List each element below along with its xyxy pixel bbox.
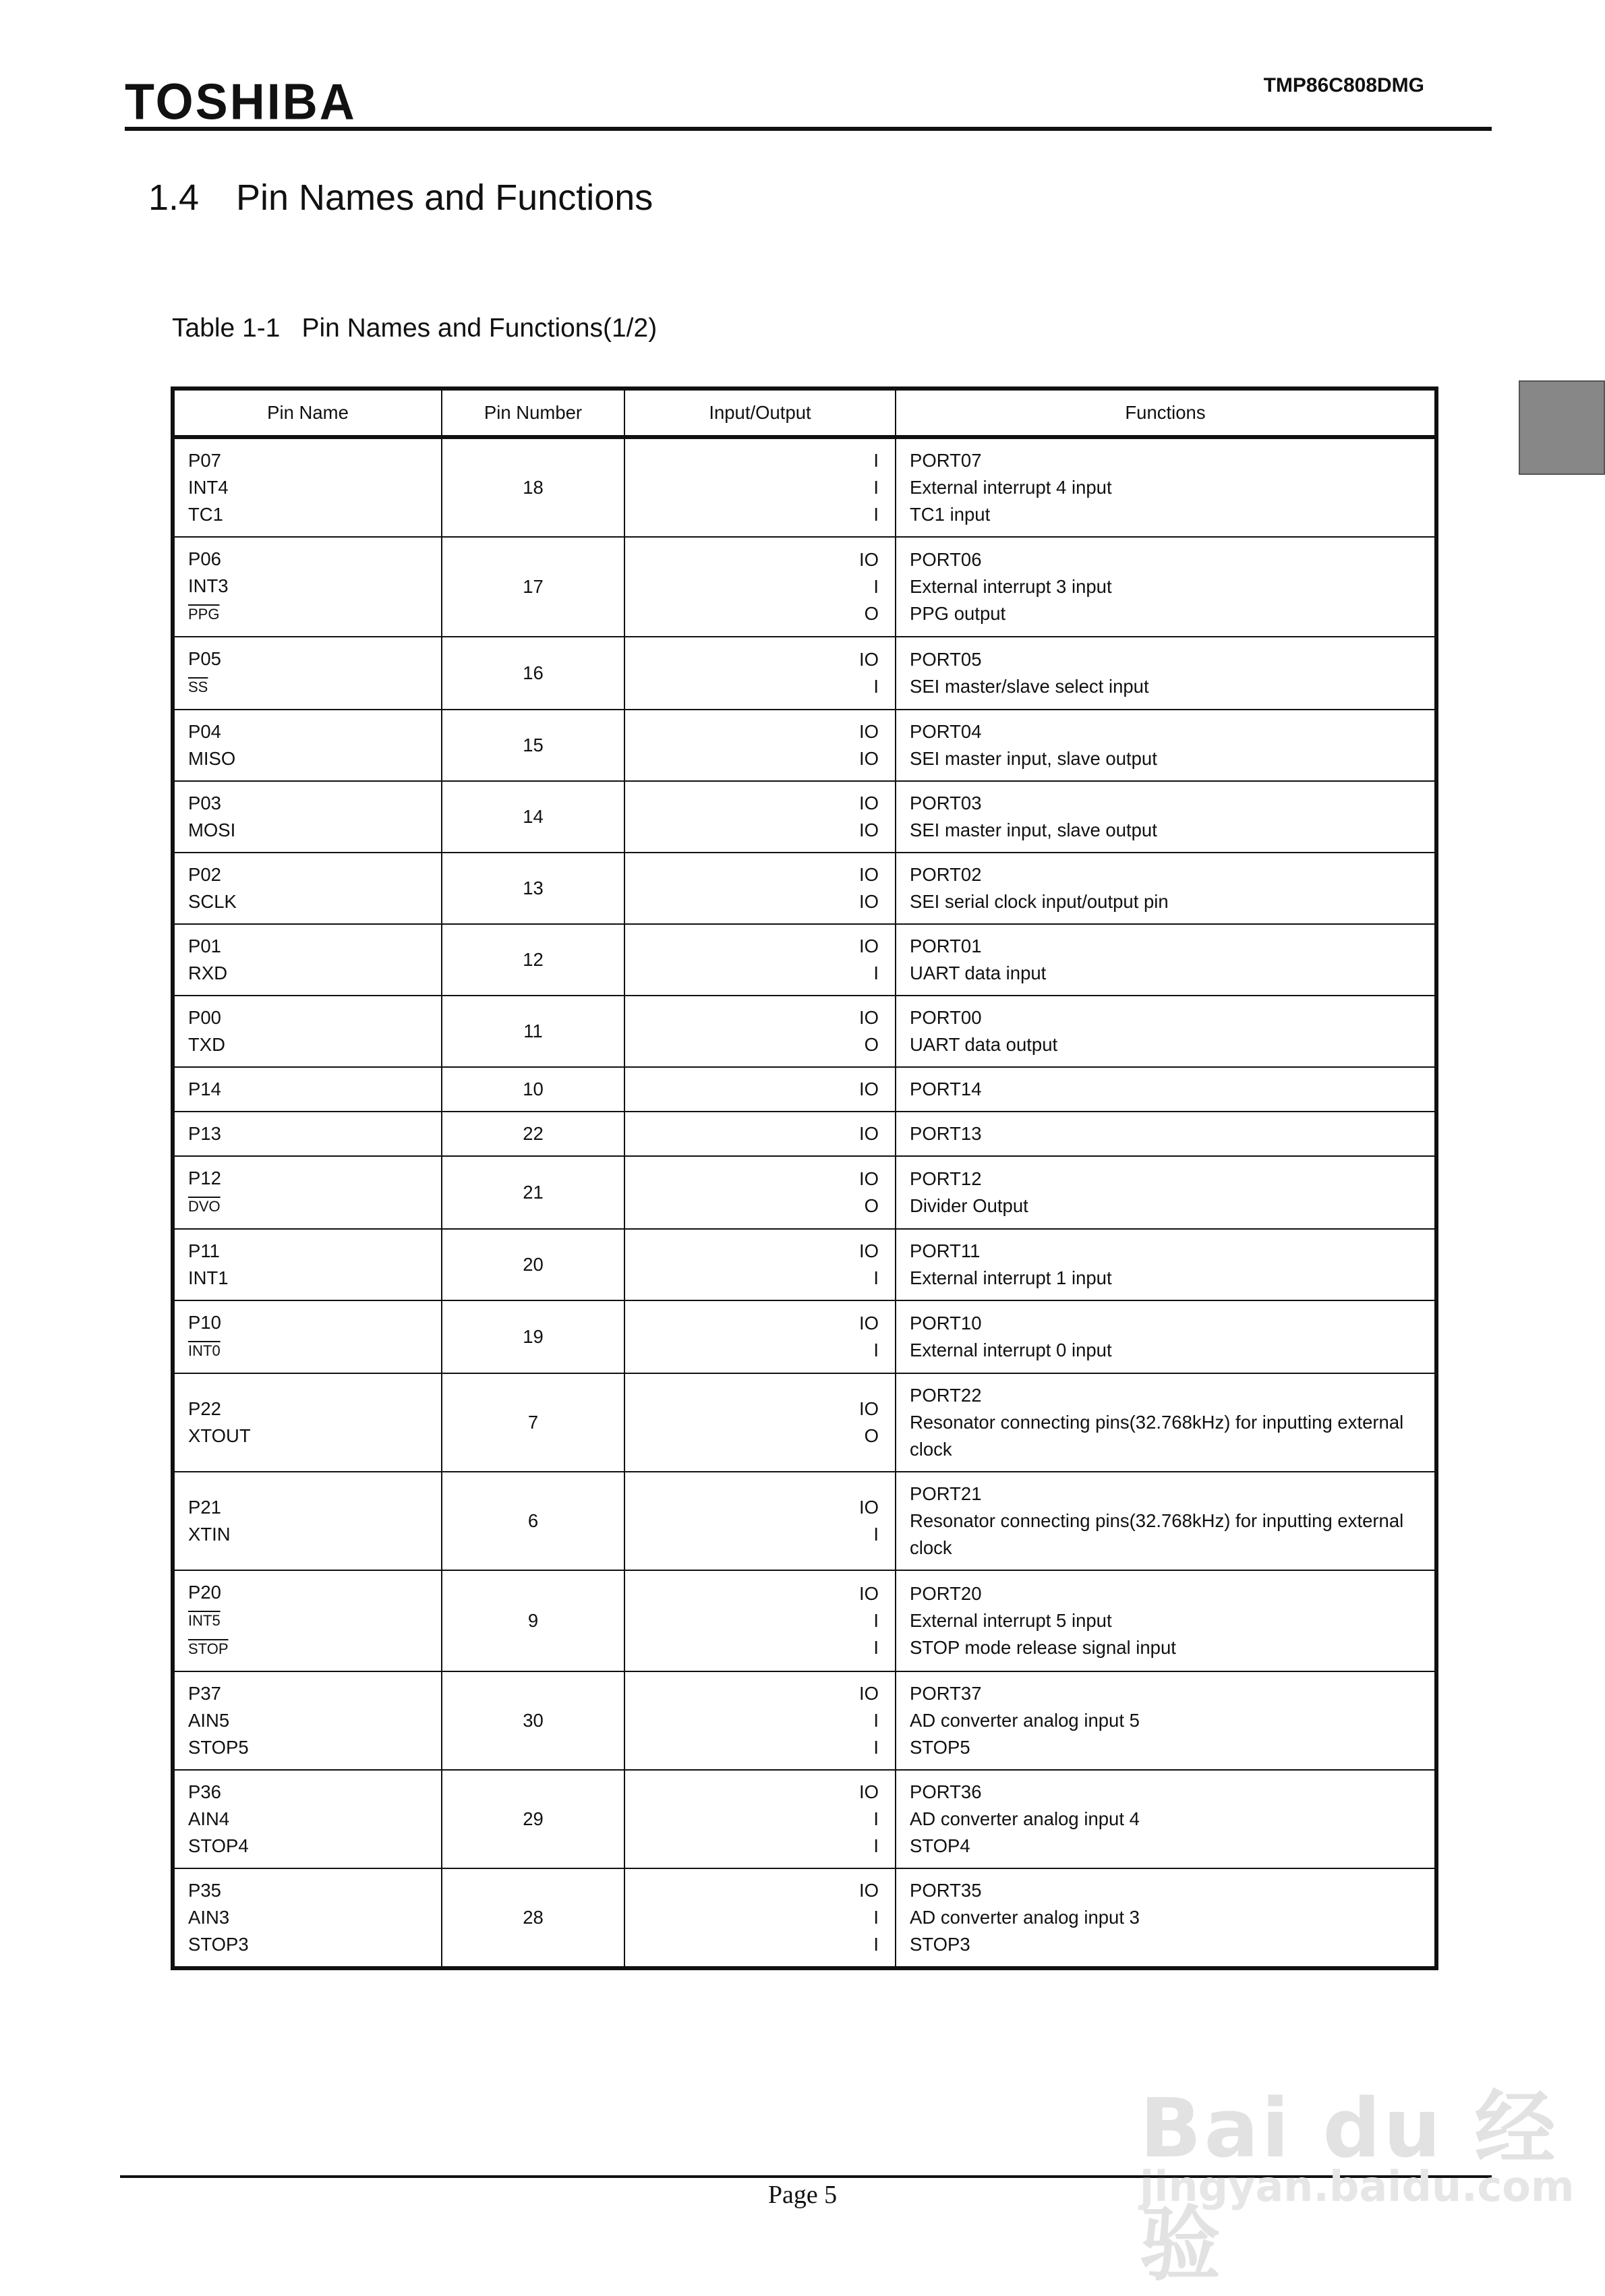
pin-name: TXD (188, 1034, 225, 1055)
pin-name-cell (173, 924, 442, 996)
pin-number-cell (442, 1570, 624, 1671)
pin-name-active-low: INT5 (188, 1612, 221, 1629)
pin-number: 21 (523, 1182, 544, 1203)
io-direction: I (873, 1934, 879, 1955)
function-text: UART data input (910, 963, 1047, 983)
function-text: External interrupt 5 input (910, 1610, 1112, 1631)
function-text: PORT07 (910, 450, 982, 471)
pin-name (188, 1634, 428, 1663)
function-text: PORT10 (910, 1313, 982, 1333)
io-direction: IO (858, 721, 879, 742)
pin-name-cell (173, 1671, 442, 1770)
pin-name: P02 (188, 864, 221, 885)
pin-name-cell (173, 537, 442, 637)
io-cell (624, 1229, 896, 1300)
pin-name: P37 (188, 1683, 221, 1704)
pin-number-cell (442, 437, 624, 537)
page-number: Page 5 (767, 2181, 838, 2209)
io-direction: I (873, 1610, 879, 1631)
pin-number: 12 (523, 949, 544, 970)
pin-name-active-low: $\overline{SS}$ (188, 679, 208, 695)
functions-cell (896, 637, 1436, 710)
pin-name: P07 (188, 450, 221, 471)
pin-name-cell (173, 1472, 442, 1570)
io-cell (624, 1472, 896, 1570)
pin-number-cell (442, 1156, 624, 1229)
pin-name-cell (173, 781, 442, 853)
pin-name-cell (173, 1300, 442, 1373)
pin-name: P36 (188, 1781, 221, 1802)
function-text: PORT13 (910, 1123, 982, 1144)
io-cell (624, 1570, 896, 1671)
pin-number-cell (442, 637, 624, 710)
header-pin-name: Pin Name (173, 389, 442, 437)
pin-name-active-low: INT0 (188, 1342, 221, 1359)
watermark-url: jingyan.baidu.com (1140, 2162, 1575, 2211)
pin-name: XTOUT (188, 1425, 251, 1446)
functions-cell (896, 1112, 1436, 1156)
pin-number: 20 (523, 1254, 544, 1275)
io-cell (624, 1373, 896, 1472)
io-direction: IO (858, 649, 879, 670)
pin-name: P20 (188, 1582, 221, 1603)
pin-name: XTIN (188, 1524, 231, 1545)
functions-cell (896, 853, 1436, 924)
table-row (173, 1868, 1436, 1968)
table-row (173, 781, 1436, 853)
function-text: PORT14 (910, 1079, 982, 1099)
io-direction: IO (858, 549, 879, 570)
table-row (173, 924, 1436, 996)
pin-number-cell (442, 1770, 624, 1868)
pin-number: 11 (523, 1021, 543, 1041)
io-direction: IO (858, 1497, 879, 1518)
pin-number: 14 (523, 806, 544, 827)
io-direction: IO (858, 1583, 879, 1604)
function-text: STOP mode release signal input (910, 1637, 1176, 1658)
function-text: Divider Output (910, 1195, 1028, 1216)
io-direction: IO (858, 1683, 879, 1704)
function-text: Resonator connecting pins(32.768kHz) for inputting external clock (910, 1412, 1404, 1460)
io-direction: I (873, 1835, 879, 1856)
table-row (173, 637, 1436, 710)
pin-name-cell (173, 1229, 442, 1300)
pin-name-cell (173, 1067, 442, 1112)
pin-number-cell (442, 853, 624, 924)
io-cell (624, 1112, 896, 1156)
function-text: External interrupt 4 input (910, 477, 1112, 498)
function-text: External interrupt 1 input (910, 1267, 1112, 1288)
function-text: PORT04 (910, 721, 982, 742)
pin-name-active-low: $\overline{DVO}$ (188, 1198, 221, 1215)
pin-number: 16 (523, 662, 544, 683)
io-direction: O (864, 1425, 879, 1446)
function-text: Resonator connecting pins(32.768kHz) for inputting external clock (910, 1510, 1404, 1558)
header-functions: Functions (896, 389, 1436, 437)
function-text: PORT11 (910, 1240, 981, 1261)
io-direction: I (873, 1340, 879, 1360)
pin-name: AIN4 (188, 1808, 230, 1829)
pin-name: P00 (188, 1007, 221, 1028)
section-title-text: Pin Names and Functions (236, 177, 653, 218)
functions-cell (896, 1671, 1436, 1770)
io-direction: IO (858, 748, 879, 769)
io-cell (624, 853, 896, 924)
functions-cell (896, 924, 1436, 996)
pin-number-cell (442, 924, 624, 996)
function-text: PORT01 (910, 936, 982, 956)
pin-name-cell (173, 1373, 442, 1472)
table-row (173, 1671, 1436, 1770)
io-direction: I (873, 1637, 879, 1658)
pin-name-cell (173, 1112, 442, 1156)
io-direction: IO (858, 864, 879, 885)
pin-name: STOP5 (188, 1737, 249, 1758)
table-row (173, 996, 1436, 1067)
function-text: PORT12 (910, 1168, 982, 1189)
pin-number: 28 (523, 1907, 544, 1928)
table-row (173, 1373, 1436, 1472)
io-direction: IO (858, 1007, 879, 1028)
table-row (173, 1067, 1436, 1112)
function-text: PORT20 (910, 1583, 982, 1604)
pin-name: MOSI (188, 820, 236, 840)
pin-number: 17 (523, 576, 544, 597)
pin-name: INT1 (188, 1267, 229, 1288)
pin-name: P14 (188, 1079, 221, 1099)
table-body (173, 437, 1436, 1968)
watermark-logo: Bai du 经验 (1140, 2082, 1558, 2292)
io-direction: I (873, 1710, 879, 1731)
io-direction: I (873, 450, 879, 471)
pin-name: SCLK (188, 891, 237, 912)
function-text: SEI master/slave select input (910, 676, 1149, 697)
toshiba-logo: TOSHIBA (125, 74, 357, 131)
pin-name: AIN3 (188, 1907, 230, 1928)
pin-name: P13 (188, 1123, 221, 1144)
io-direction: I (873, 477, 879, 498)
functions-cell (896, 1472, 1436, 1570)
function-text: SEI master input, slave output (910, 748, 1157, 769)
io-direction: I (873, 1808, 879, 1829)
io-direction: IO (858, 1313, 879, 1333)
pin-name: AIN5 (188, 1710, 230, 1731)
pin-name-active-low: STOP (188, 1640, 229, 1657)
function-text: PORT21 (910, 1483, 982, 1504)
io-cell (624, 1868, 896, 1968)
function-text: PORT05 (910, 649, 982, 670)
io-cell (624, 1067, 896, 1112)
header-input-output: Input/Output (624, 389, 896, 437)
pin-name: STOP3 (188, 1934, 249, 1955)
pin-number: 15 (523, 735, 544, 755)
functions-cell (896, 1300, 1436, 1373)
io-direction: I (873, 1907, 879, 1928)
pin-number-cell (442, 537, 624, 637)
document-id: TMP86C808DMG (1263, 74, 1424, 96)
pin-name: P06 (188, 548, 221, 569)
pin-name-cell (173, 1156, 442, 1229)
pin-number: 13 (523, 878, 544, 898)
io-direction: I (873, 1737, 879, 1758)
pin-name-cell (173, 1570, 442, 1671)
io-direction: IO (858, 936, 879, 956)
pin-name: P05 (188, 648, 221, 669)
function-text: PORT36 (910, 1781, 982, 1802)
table-caption-number: Table 1-1 (172, 314, 281, 343)
table-caption-title: Pin Names and Functions(1/2) (301, 314, 658, 343)
io-direction: I (873, 963, 879, 983)
pin-name: P35 (188, 1880, 221, 1901)
functions-cell (896, 996, 1436, 1067)
functions-cell (896, 1067, 1436, 1112)
functions-cell (896, 710, 1436, 781)
pin-number: 9 (527, 1610, 539, 1631)
io-direction: IO (858, 1398, 879, 1419)
table-row (173, 1570, 1436, 1671)
pin-name: P10 (188, 1312, 221, 1333)
io-direction: IO (858, 1880, 879, 1901)
io-direction: IO (858, 1168, 879, 1189)
pin-number-cell (442, 710, 624, 781)
pin-name: P11 (188, 1240, 220, 1261)
table-row (173, 1472, 1436, 1570)
function-text: External interrupt 3 input (910, 576, 1112, 597)
io-direction: IO (858, 1123, 879, 1144)
io-cell (624, 1300, 896, 1373)
table-row (173, 537, 1436, 637)
function-text: STOP5 (910, 1737, 970, 1758)
functions-cell (896, 437, 1436, 537)
pin-number-cell (442, 1868, 624, 1968)
pin-number-cell (442, 1472, 624, 1570)
pin-name (188, 600, 428, 628)
pin-name: RXD (188, 963, 228, 983)
pin-name: P12 (188, 1168, 221, 1188)
pin-number: 22 (523, 1123, 544, 1144)
io-cell (624, 437, 896, 537)
functions-cell (896, 1156, 1436, 1229)
pin-number: 29 (523, 1808, 544, 1829)
io-cell (624, 1671, 896, 1770)
table-row (173, 1770, 1436, 1868)
functions-cell (896, 1868, 1436, 1968)
io-direction: O (864, 1034, 879, 1055)
function-text: PORT37 (910, 1683, 982, 1704)
table-row (173, 1112, 1436, 1156)
io-cell (624, 781, 896, 853)
function-text: External interrupt 0 input (910, 1340, 1112, 1360)
functions-cell (896, 1373, 1436, 1472)
function-text: PORT00 (910, 1007, 982, 1028)
io-cell (624, 637, 896, 710)
pin-name-cell (173, 437, 442, 537)
pin-functions-table (171, 386, 1438, 1970)
function-text: PORT35 (910, 1880, 982, 1901)
table-row (173, 853, 1436, 924)
pin-number-cell (442, 1373, 624, 1472)
io-direction: I (873, 676, 879, 697)
io-direction: IO (858, 891, 879, 912)
function-text: AD converter analog input 4 (910, 1808, 1140, 1829)
pin-name: P04 (188, 721, 221, 742)
pin-number: 10 (523, 1079, 544, 1099)
pin-number: 30 (523, 1710, 544, 1731)
io-cell (624, 710, 896, 781)
function-text: STOP4 (910, 1835, 970, 1856)
pin-number-cell (442, 1067, 624, 1112)
pin-name-cell (173, 637, 442, 710)
pin-name: STOP4 (188, 1835, 249, 1856)
io-direction: I (873, 1524, 879, 1545)
pin-number: 18 (523, 477, 544, 498)
table-caption (172, 314, 657, 343)
io-direction: I (873, 1267, 879, 1288)
functions-cell (896, 537, 1436, 637)
functions-cell (896, 1770, 1436, 1868)
function-text: SEI master input, slave output (910, 820, 1157, 840)
pin-name: P01 (188, 936, 221, 956)
pin-number-cell (442, 1112, 624, 1156)
function-text: STOP3 (910, 1934, 970, 1955)
pin-name: P03 (188, 793, 221, 813)
table-row (173, 1156, 1436, 1229)
io-cell (624, 924, 896, 996)
pin-name: P22 (188, 1398, 221, 1419)
io-direction: IO (858, 1781, 879, 1802)
io-cell (624, 1156, 896, 1229)
functions-cell (896, 781, 1436, 853)
table-row (173, 1300, 1436, 1373)
pin-name: MISO (188, 748, 236, 769)
pin-number: 6 (527, 1510, 539, 1531)
pin-number-cell (442, 1229, 624, 1300)
function-text: AD converter analog input 3 (910, 1907, 1140, 1928)
function-text: TC1 input (910, 504, 991, 525)
pin-name (188, 672, 428, 701)
pin-name (188, 1192, 428, 1220)
pin-name: P21 (188, 1497, 221, 1518)
table-row (173, 437, 1436, 537)
io-direction: I (873, 576, 879, 597)
pin-number-cell (442, 781, 624, 853)
io-direction: IO (858, 820, 879, 840)
pin-name (188, 1336, 428, 1365)
pin-name-cell (173, 1770, 442, 1868)
table-row (173, 1229, 1436, 1300)
pin-number-cell (442, 1671, 624, 1770)
pin-number: 19 (523, 1326, 544, 1347)
io-direction: IO (858, 793, 879, 813)
header-divider (125, 127, 1492, 131)
pin-number: 7 (527, 1412, 539, 1433)
function-text: SEI serial clock input/output pin (910, 891, 1169, 912)
pin-name: INT4 (188, 477, 229, 498)
io-direction: O (864, 1195, 879, 1216)
pin-name-cell (173, 853, 442, 924)
table-header-row (173, 389, 1436, 437)
table-row (173, 710, 1436, 781)
function-text: AD converter analog input 5 (910, 1710, 1140, 1731)
io-direction: I (873, 504, 879, 525)
io-cell (624, 1770, 896, 1868)
pin-name-active-low: $\overline{PPG}$ (188, 606, 220, 623)
function-text: PORT03 (910, 793, 982, 813)
pin-name: INT3 (188, 575, 229, 596)
pin-name-cell (173, 710, 442, 781)
function-text: PORT06 (910, 549, 982, 570)
pin-number-cell (442, 996, 624, 1067)
io-direction: IO (858, 1079, 879, 1099)
function-text: PPG output (910, 603, 1006, 624)
function-text: UART data output (910, 1034, 1058, 1055)
pin-number-cell (442, 1300, 624, 1373)
function-text: PORT02 (910, 864, 982, 885)
pin-name-cell (173, 1868, 442, 1968)
header-pin-number: Pin Number (442, 389, 624, 437)
functions-cell (896, 1229, 1436, 1300)
section-title (148, 177, 653, 219)
io-direction: IO (858, 1240, 879, 1261)
section-number: 1.4 (148, 177, 200, 218)
pin-name-cell (173, 996, 442, 1067)
pin-name: TC1 (188, 504, 223, 525)
function-text: PORT22 (910, 1385, 982, 1406)
io-cell (624, 996, 896, 1067)
chapter-side-tab (1519, 380, 1605, 475)
functions-cell (896, 1570, 1436, 1671)
io-cell (624, 537, 896, 637)
pin-name (188, 1606, 428, 1634)
io-direction: O (864, 603, 879, 624)
